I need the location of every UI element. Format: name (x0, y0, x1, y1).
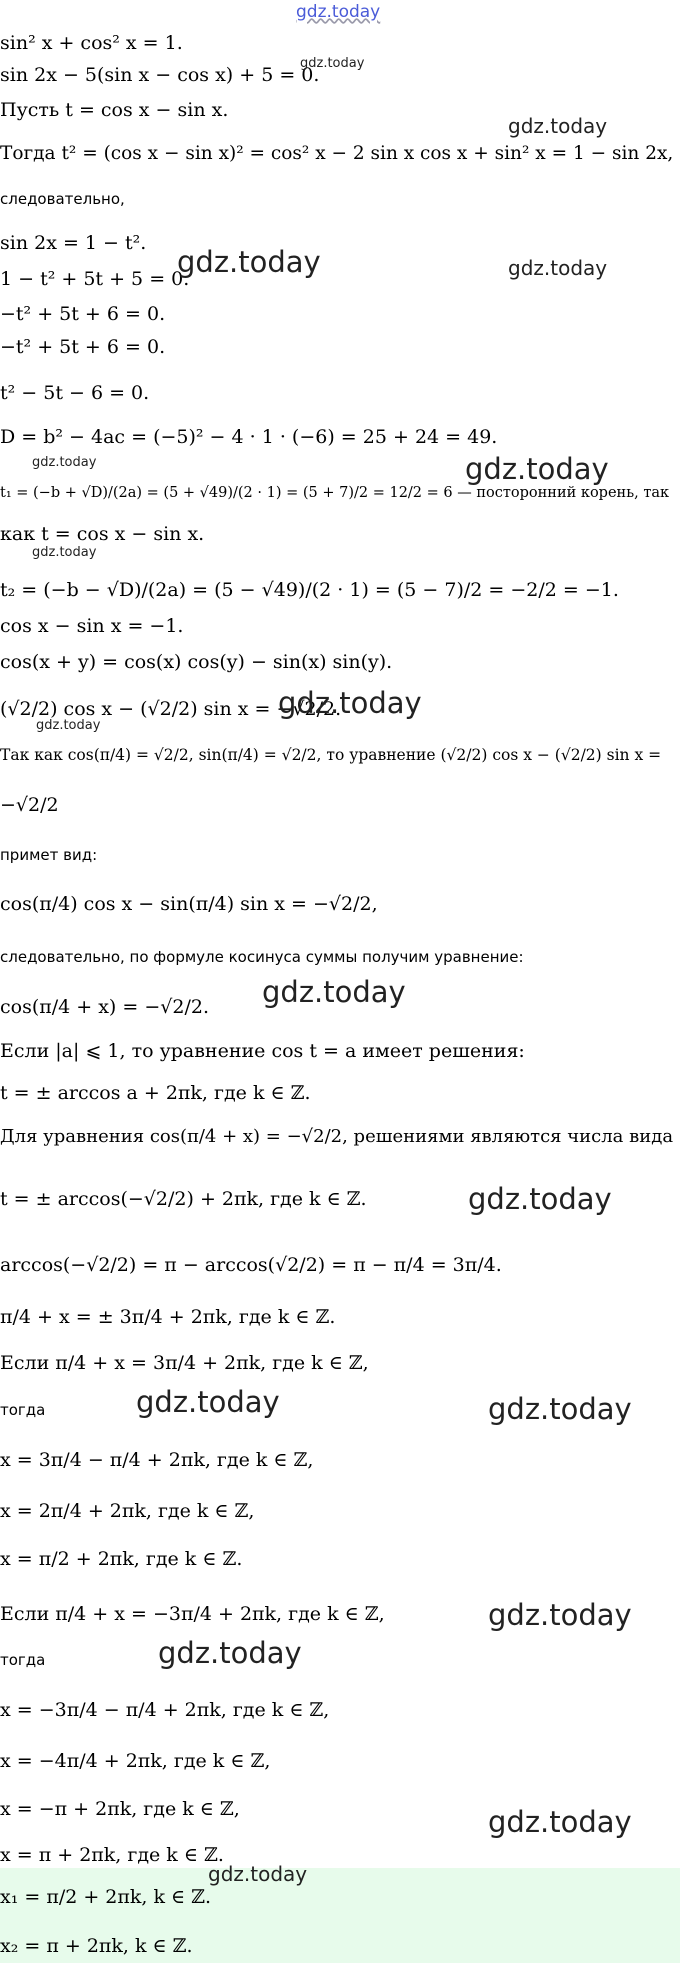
text-line-36: тогда (0, 1651, 46, 1669)
watermark: gdz.today (300, 56, 365, 71)
eq-line-11: D = b² − 4ac = (−5)² − 4 · 1 · (−6) = 25 + 24 = 49. (0, 426, 498, 448)
eq-line-1: sin² x + cos² x = 1. (0, 32, 183, 54)
eq-line-15: cos x − sin x = −1. (0, 615, 184, 637)
eq-line-10: t² − 5t − 6 = 0. (0, 382, 150, 404)
text-line-26: Для уравнения cos(π/4 + x) = −√2/2, решениями являются числа вида (0, 1126, 674, 1147)
eq-line-16: cos(x + y) = cos(x) cos(y) − sin(x) sin(y). (0, 651, 393, 673)
eq-line-8: −t² + 5t + 6 = 0. (0, 303, 166, 325)
text-line-20: примет вид: (0, 846, 98, 864)
watermark: gdz.today (262, 975, 406, 1009)
text-line-22: следовательно, по формуле косинуса суммы получим уравнение: (0, 948, 524, 966)
watermark: gdz.today (488, 1598, 632, 1632)
watermark: gdz.today (508, 256, 608, 280)
watermark: gdz.today (488, 1805, 632, 1839)
eq-line-34: x = π/2 + 2πk, где k ∈ ℤ. (0, 1548, 243, 1570)
watermark: gdz.today (32, 455, 97, 470)
watermark: gdz.today (488, 1392, 632, 1426)
text-line-18: Так как cos(π/4) = √2/2, sin(π/4) = √2/2, то уравнение (√2/2) cos x − (√2/2) sin x = (0, 746, 662, 764)
watermark: gdz.today (278, 686, 422, 720)
text-line-13: как t = cos x − sin x. (0, 523, 205, 545)
text-line-24: Если |a| ⩽ 1, то уравнение cos t = a имеет решения: (0, 1040, 525, 1062)
eq-line-14: t₂ = (−b − √D)/(2a) = (5 − √49)/(2 · 1) = (5 − 7)/2 = −2/2 = −1. (0, 579, 619, 601)
text-line-5: следовательно, (0, 190, 125, 208)
eq-line-40: x = π + 2πk, где k ∈ ℤ. (0, 1844, 224, 1866)
eq-line-7: 1 − t² + 5t + 5 = 0. (0, 268, 190, 290)
watermark: gdz.today (32, 545, 97, 560)
watermark: gdz.today (136, 1385, 280, 1419)
watermark: gdz.today (508, 114, 608, 138)
eq-line-12: t₁ = (−b + √D)/(2a) = (5 + √49)/(2 · 1) = (5 + 7)/2 = 12/2 = 6 — посторонний корень, так (0, 485, 670, 501)
watermark: gdz.today (465, 452, 609, 486)
text-line-4: Тогда t² = (cos x − sin x)² = cos² x − 2 sin x cos x + sin² x = 1 − sin 2x, (0, 143, 674, 164)
text-line-35: Если π/4 + x = −3π/4 + 2πk, где k ∈ ℤ, (0, 1603, 385, 1625)
eq-line-33: x = 2π/4 + 2πk, где k ∈ ℤ, (0, 1500, 255, 1522)
eq-line-27: t = ± arccos(−√2/2) + 2πk, где k ∈ ℤ. (0, 1188, 367, 1210)
eq-line-38: x = −4π/4 + 2πk, где k ∈ ℤ, (0, 1750, 271, 1772)
watermark: gdz.today (468, 1182, 612, 1216)
watermark: gdz.today (36, 718, 101, 733)
text-line-3: Пусть t = cos x − sin x. (0, 99, 229, 121)
eq-line-17: (√2/2) cos x − (√2/2) sin x = −√2/2. (0, 698, 342, 720)
eq-line-37: x = −3π/4 − π/4 + 2πk, где k ∈ ℤ, (0, 1699, 330, 1721)
eq-line-21: cos(π/4) cos x − sin(π/4) sin x = −√2/2, (0, 893, 378, 915)
text-line-30: Если π/4 + x = 3π/4 + 2πk, где k ∈ ℤ, (0, 1352, 369, 1374)
eq-line-9: −t² + 5t + 6 = 0. (0, 336, 166, 358)
eq-line-32: x = 3π/4 − π/4 + 2πk, где k ∈ ℤ, (0, 1449, 314, 1471)
eq-line-23: cos(π/4 + x) = −√2/2. (0, 996, 209, 1018)
eq-line-6: sin 2x = 1 − t². (0, 232, 147, 254)
answer-x1: x₁ = π/2 + 2πk, k ∈ ℤ. (0, 1886, 212, 1908)
text-line-31: тогда (0, 1401, 46, 1419)
eq-line-29: π/4 + x = ± 3π/4 + 2πk, где k ∈ ℤ. (0, 1306, 336, 1328)
watermark: gdz.today (177, 245, 321, 279)
watermark: gdz.today (208, 1862, 308, 1886)
eq-line-25: t = ± arccos a + 2πk, где k ∈ ℤ. (0, 1082, 311, 1104)
eq-line-28: arccos(−√2/2) = π − arccos(√2/2) = π − π/4 = 3π/4. (0, 1254, 502, 1276)
eq-line-39: x = −π + 2πk, где k ∈ ℤ, (0, 1798, 240, 1820)
watermark-top: gdz.today (296, 2, 381, 22)
watermark: gdz.today (158, 1636, 302, 1670)
eq-line-19: −√2/2 (0, 794, 59, 816)
eq-line-2: sin 2x − 5(sin x − cos x) + 5 = 0. (0, 64, 320, 86)
answer-x2: x₂ = π + 2πk, k ∈ ℤ. (0, 1935, 193, 1957)
